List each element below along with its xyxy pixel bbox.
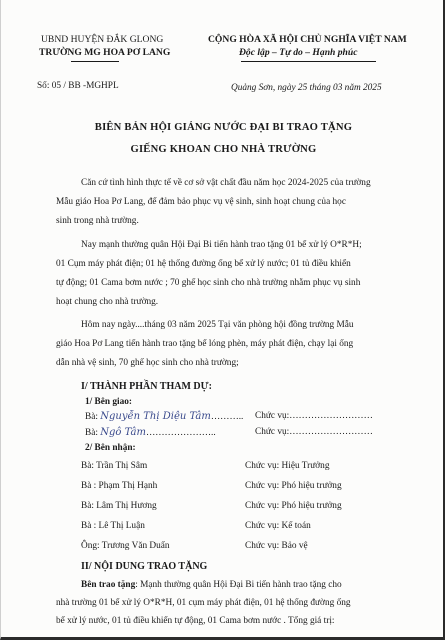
giver-row-2 [85,427,216,438]
receiver-name-5: Ông: Trương Văn Duẩn [81,541,170,551]
giver-role-2 [255,427,373,437]
receiver-role-5: Chức vụ: Bảo vệ [245,541,308,551]
receiver-heading: 2/ Bên nhận: [85,443,136,453]
doc-title-line1: BIÊN BẢN HỘI GIẢNG NƯỚC ĐẠI BI TRAO TẶNG [94,122,353,133]
doc-number: Số: 05 / BB -MGHPL [37,81,119,91]
giver-signature-name: Ngô Tâm [100,427,146,438]
intro-p3-line2: giáo Hoa Pơ Lang tiến hành trao tặng bể lóng phèn, máy phát điện, chạy lại ống [56,339,354,349]
receiver-name-2: Bà : Phạm Thị Hạnh [81,481,158,491]
section2-heading: II/ NỘI DUNG TRAO TẶNG [81,561,208,572]
intro-p2-line1: Nay mạnh thường quân Hội Đại Bi tiến hành trao tặng 01 bể xử lý O*R*H; [81,240,362,250]
place-date: Quảng Sơn, ngày 25 tháng 03 năm 2025 [231,83,382,93]
role-dots: ……………………… [289,411,373,421]
nation-underline [241,61,376,62]
issuer-line2: TRƯỜNG MG HOA PƠ LANG [39,47,171,58]
issuer-line1: UBND HUYỆN ĐẮK GLONG [41,34,164,45]
giver-role-1 [255,411,373,421]
receiver-name-1: Bà: Trần Thị Sâm [81,461,148,471]
section2-line2: nhà trường 01 bể xử lý O*R*H, 01 cụm máy phát điện, 01 hệ thống đường ống [56,598,351,608]
intro-p1-line1: Căn cứ tình hình thực tế về cơ sở vật chất đầu năm học 2024-2025 của trường [81,178,371,188]
giver-prefix: Bà: [85,412,101,422]
giver-dots: ……….. [210,412,244,422]
doc-title-line2: GIẾNG KHOAN CHO NHÀ TRƯỜNG [130,144,317,155]
role-label: Chức vụ: [255,427,290,437]
nation-line1: CỘNG HÒA XÃ HỘI CHỦ NGHĨA VIỆT NAM [208,34,407,45]
section2-line3: bể xử lý nước, 01 tủ điều khiển tự động, 01 Cama bơm nước . Tổng giá trị: [56,616,335,626]
receiver-name-3: Bà: Lâm Thị Hương [81,501,157,511]
section1-heading: I/ THÀNH PHẦN THAM DỰ: [81,381,212,392]
giver-prefix: Bà: [85,428,101,438]
giver-signature-name: Nguyễn Thị Diệu Tâm [100,411,211,422]
giver-lead-rest: : Mạnh thường quân Hội Đại Bi tiến hành trao tặng cho [135,580,342,590]
section2-line1 [81,580,342,590]
giver-lead: Bên trao tặng [81,580,136,590]
receiver-role-2: Chức vụ: Phó hiệu trưởng [245,481,342,491]
intro-p1-line3: sinh trong nhà trường. [56,216,139,226]
intro-p2-line4: hoạt chung cho nhà trường. [56,297,159,307]
nation-line2: Độc lập – Tự do – Hạnh phúc [239,47,358,58]
intro-p3-line1: Hôm nay ngày....tháng 03 năm 2025 Tại văn phòng hội đồng trường Mẫu [81,320,354,330]
role-label: Chức vụ: [255,411,290,421]
issuer-underline [71,61,119,62]
receiver-role-4: Chức vụ: Kế toán [245,521,311,531]
giver-heading: 1/ Bên giao: [85,397,133,407]
receiver-name-4: Bà : Lê Thị Luận [81,521,145,531]
intro-p2-line3: tự động; 01 Cama bơm nước ; 70 ghế học sinh cho nhà trường nhằm phục vụ sinh [56,278,361,288]
giver-row-1 [85,411,243,422]
receiver-role-3: Chức vụ: Phó hiệu trưởng [245,501,342,511]
intro-p3-line3: dẫn nhà vệ sinh, 70 ghế học sinh cho nhà trường; [56,358,239,368]
intro-p1-line2: Mẫu giáo Hoa Pơ Lang, để đảm bảo phục vụ vệ sinh, sinh hoạt chung của học [56,197,346,207]
receiver-role-1: Chức vụ: Hiệu Trưởng [245,461,330,471]
giver-dots: ………………….. [145,428,216,438]
intro-p2-line2: 01 Cụm máy phát điện; 01 hệ thống đường ống bể xử lý nước; 01 tủ điều khiển [56,259,351,269]
role-dots: ……………………… [289,427,373,437]
